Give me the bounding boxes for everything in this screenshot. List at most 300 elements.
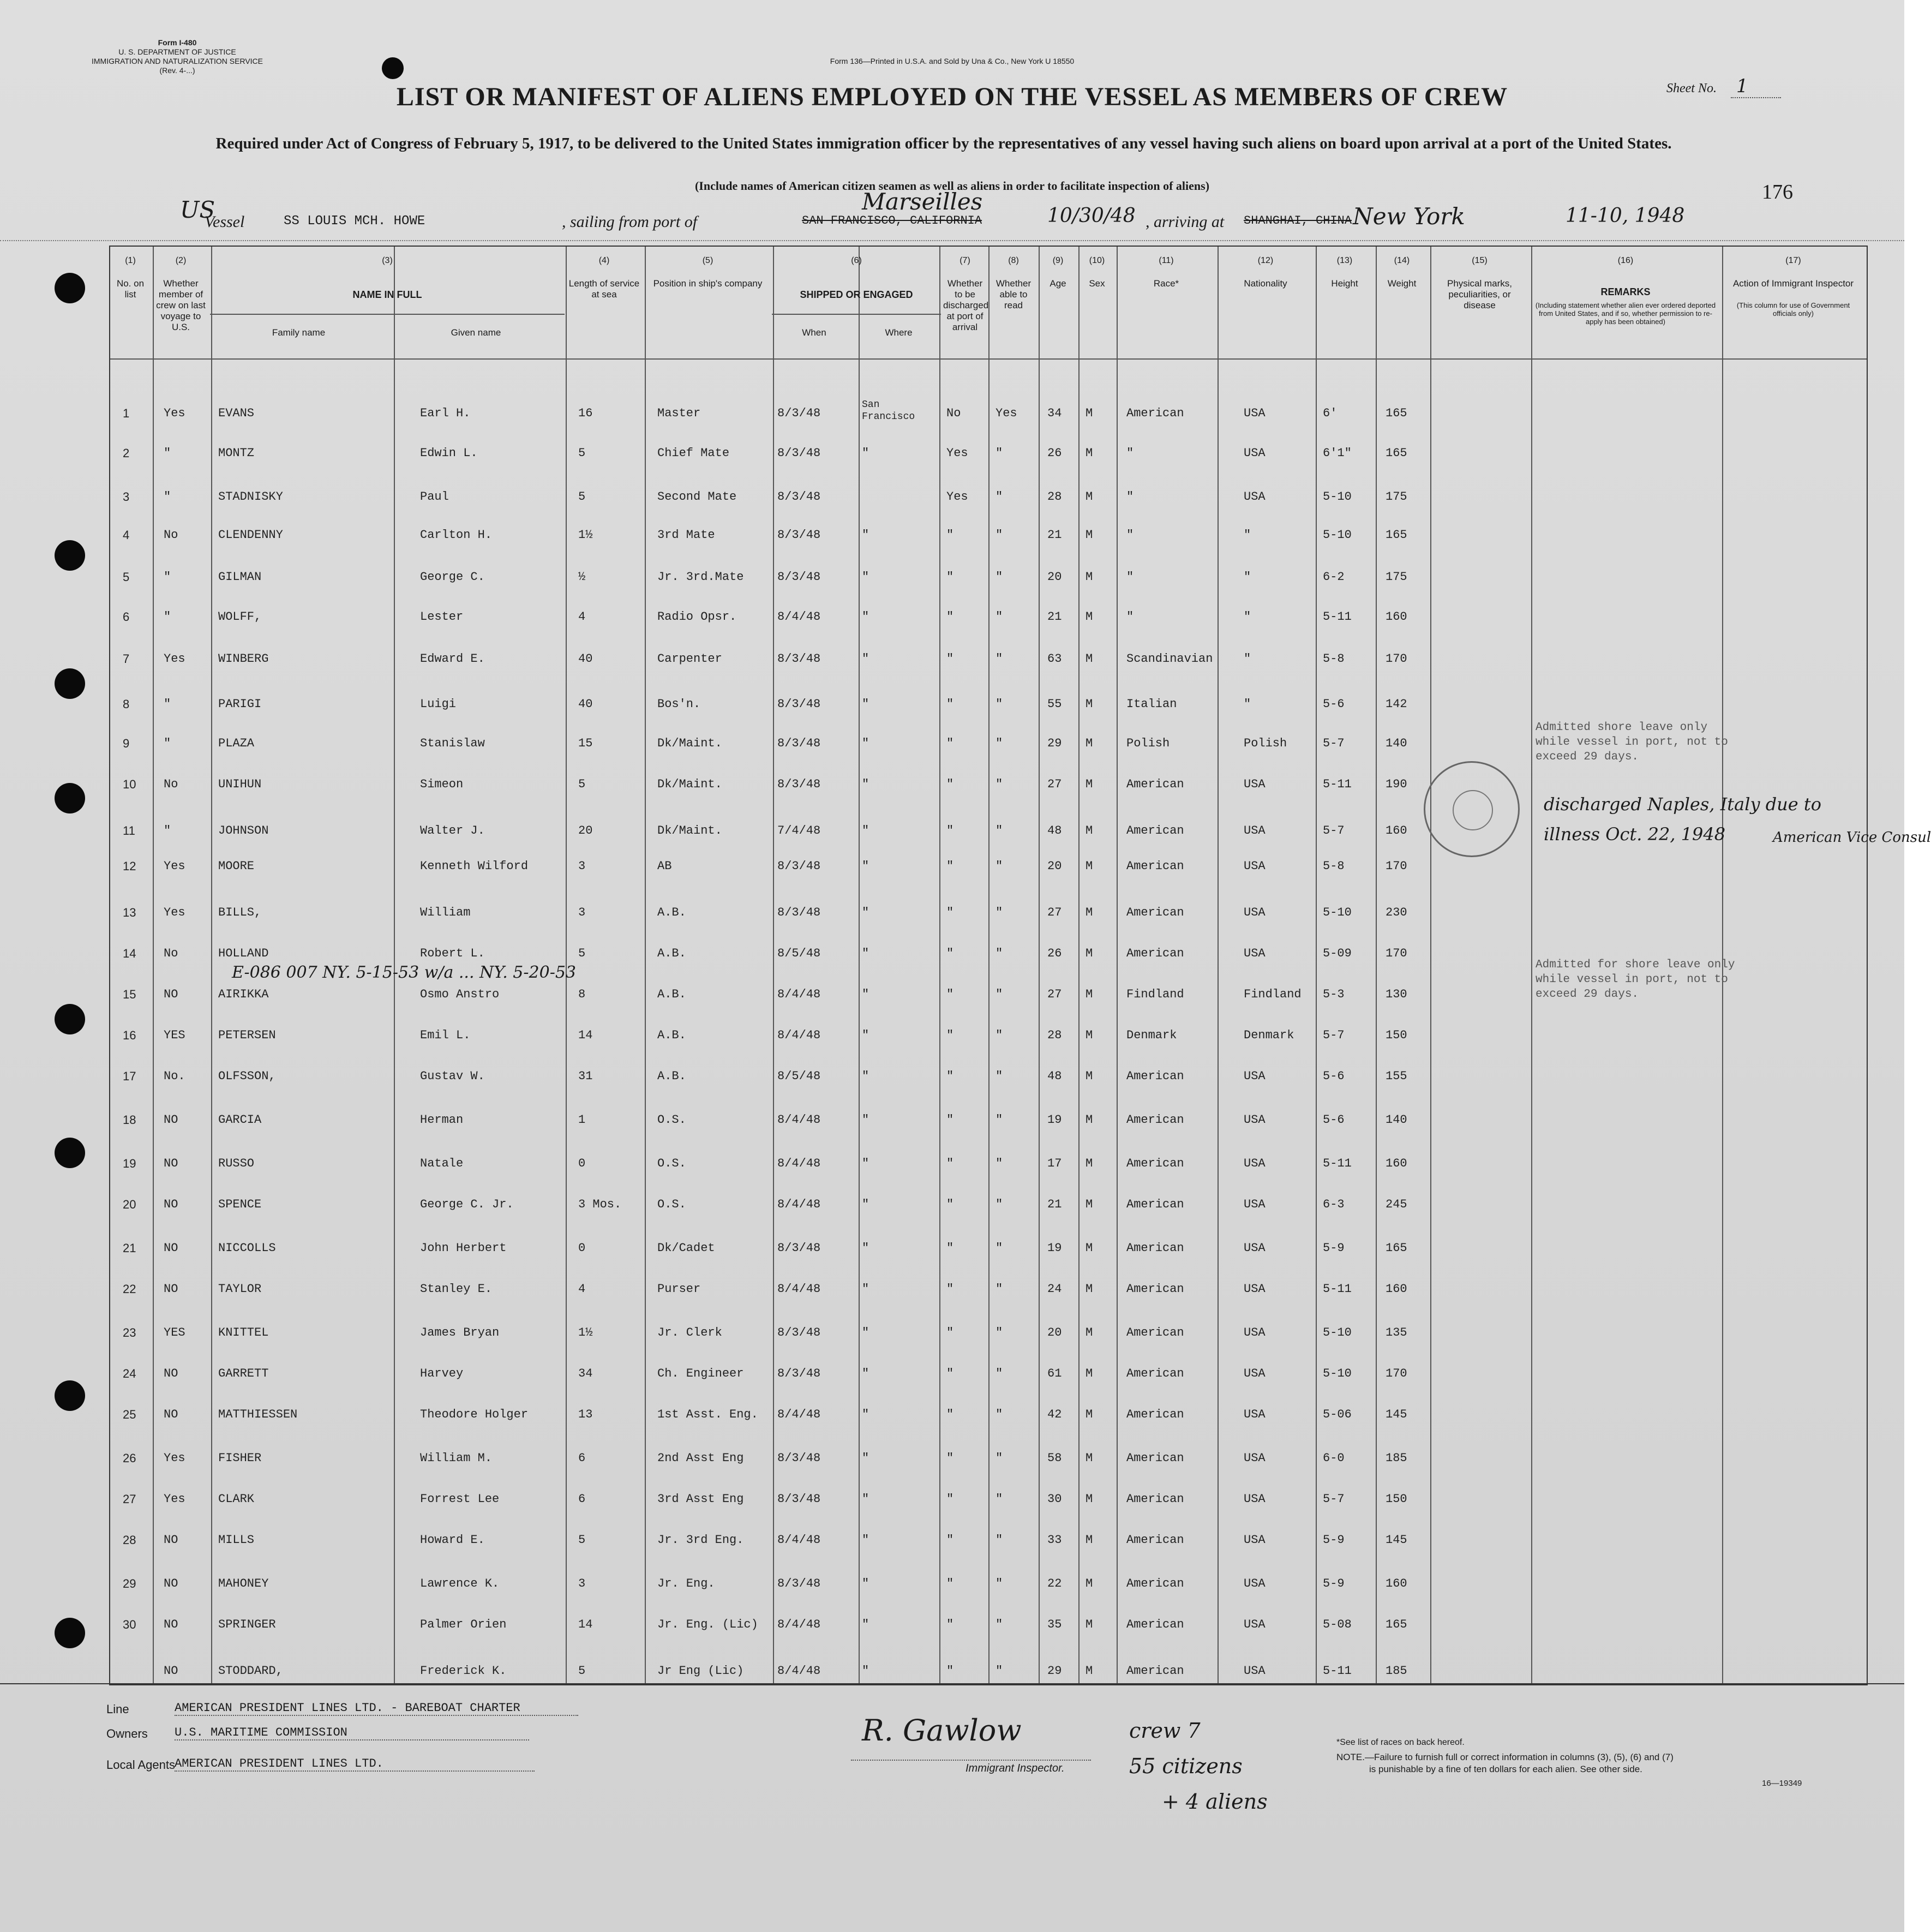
cell-read: " <box>996 1241 1003 1255</box>
cell-read: " <box>996 859 1003 873</box>
cell-race: American <box>1126 1198 1184 1211</box>
cell-race: American <box>1126 1577 1184 1590</box>
cell-given: Palmer Orien <box>420 1618 507 1631</box>
cell-no: 6 <box>123 610 130 624</box>
cell-given: Robert L. <box>420 947 485 960</box>
cell-member: " <box>164 697 171 711</box>
cell-age: 42 <box>1047 1408 1062 1421</box>
cell-family: AIRIKKA <box>218 988 269 1001</box>
column-header: REMARKS <box>1600 286 1651 297</box>
agents-label: Local Agents <box>106 1758 175 1772</box>
cell-discharge: Yes <box>946 490 968 504</box>
column-number: (7) <box>959 256 970 265</box>
cell-member: " <box>164 446 171 460</box>
column-header-note: (This column for use of Government officials only) <box>1736 301 1850 318</box>
handwritten-consul-signature: American Vice Consul <box>1773 829 1931 846</box>
cell-weight: 165 <box>1386 528 1407 542</box>
cell-service: 34 <box>578 1367 593 1380</box>
cell-position: Bos'n. <box>657 697 701 711</box>
cell-weight: 175 <box>1386 490 1407 504</box>
cell-sex: M <box>1086 1113 1093 1127</box>
cell-where: " <box>862 1367 869 1380</box>
cell-age: 20 <box>1047 570 1062 584</box>
cell-nationality: USA <box>1244 1069 1266 1083</box>
cell-member: No <box>164 947 178 960</box>
cell-no: 15 <box>123 988 136 1001</box>
cell-race: American <box>1126 1113 1184 1127</box>
cell-race: American <box>1126 1451 1184 1465</box>
cell-service: 5 <box>578 1533 586 1547</box>
cell-position: A.B. <box>657 947 686 960</box>
cell-height: 5-7 <box>1323 1028 1345 1042</box>
sailing-label: , sailing from port of <box>562 213 698 231</box>
cell-no: 11 <box>123 824 135 838</box>
column-number: (14) <box>1394 256 1410 265</box>
cell-discharge: " <box>946 1367 954 1380</box>
cell-read: " <box>996 1113 1003 1127</box>
cell-member: Yes <box>164 1492 185 1506</box>
cell-no: 13 <box>123 906 136 919</box>
cell-weight: 135 <box>1386 1326 1407 1339</box>
cell-sex: M <box>1086 610 1093 624</box>
cell-given: Emil L. <box>420 1028 471 1042</box>
cell-weight: 145 <box>1386 1533 1407 1547</box>
cell-member: " <box>164 570 171 584</box>
cell-nationality: USA <box>1244 490 1266 504</box>
shore-leave-remark-1: Admitted shore leave only while vessel in port, not to exceed 29 days. <box>1536 721 1728 763</box>
column-header-note: (Including statement whether alien ever ordered deported from United States, and if so, whether permission to re-apply has been obtained) <box>1535 301 1716 326</box>
cell-family: GARRETT <box>218 1367 269 1380</box>
revision: (Rev. 4-...) <box>159 66 195 75</box>
cell-member: Yes <box>164 1451 185 1465</box>
cell-race: American <box>1126 947 1184 960</box>
cell-service: 6 <box>578 1451 586 1465</box>
cell-height: 5-10 <box>1323 528 1352 542</box>
cell-sex: M <box>1086 1618 1093 1631</box>
cell-when: 8/3/48 <box>777 1492 821 1506</box>
cell-discharge: " <box>946 1326 954 1339</box>
cell-no: 30 <box>123 1618 136 1631</box>
cell-position: 2nd Asst Eng <box>657 1451 744 1465</box>
cell-member: Yes <box>164 652 185 666</box>
cell-race: " <box>1126 528 1134 542</box>
cell-member: NO <box>164 1198 178 1211</box>
cell-race: Findland <box>1126 988 1184 1001</box>
cell-when: 8/3/48 <box>777 652 821 666</box>
cell-sex: M <box>1086 652 1093 666</box>
cell-given: Lester <box>420 610 464 624</box>
cell-member: NO <box>164 988 178 1001</box>
cell-sex: M <box>1086 1367 1093 1380</box>
cell-given: James Bryan <box>420 1326 500 1339</box>
cell-read: " <box>996 490 1003 504</box>
cell-discharge: " <box>946 1451 954 1465</box>
cell-race: American <box>1126 1069 1184 1083</box>
cell-read: " <box>996 528 1003 542</box>
crew-count-note-2: 55 citizens <box>1129 1754 1243 1778</box>
cell-when: 8/4/48 <box>777 1408 821 1421</box>
cell-family: SPRINGER <box>218 1618 276 1631</box>
cell-service: 1 <box>578 1113 586 1127</box>
cell-where: " <box>862 1241 869 1255</box>
punch-hole <box>55 1004 85 1034</box>
cell-when: 8/4/48 <box>777 1664 821 1678</box>
cell-read: " <box>996 1069 1003 1083</box>
cell-position: 3rd Mate <box>657 528 715 542</box>
cell-when: 8/3/48 <box>777 1577 821 1590</box>
cell-where: " <box>862 1113 869 1127</box>
cell-sex: M <box>1086 446 1093 460</box>
cell-height: 5-11 <box>1323 1157 1352 1170</box>
cell-when: 8/4/48 <box>777 1028 821 1042</box>
cell-read: " <box>996 697 1003 711</box>
cell-member: " <box>164 610 171 624</box>
cell-weight: 170 <box>1386 1367 1407 1380</box>
cell-service: 5 <box>578 947 586 960</box>
cell-service: 5 <box>578 777 586 791</box>
column-number: (2) <box>175 256 187 265</box>
cell-where: " <box>862 1492 869 1506</box>
cell-when: 8/3/48 <box>777 697 821 711</box>
column-header: Nationality <box>1244 278 1287 289</box>
cell-when: 8/3/48 <box>777 737 821 750</box>
cell-member: " <box>164 737 171 750</box>
cell-sex: M <box>1086 570 1093 584</box>
cell-position: Ch. Engineer <box>657 1367 744 1380</box>
penalty-note: NOTE.—Failure to furnish full or correct information in columns (3), (5), (6) and (7) is punishable by a fine of ten dollars for each alien. See other side. <box>1336 1752 1674 1774</box>
cell-position: 1st Asst. Eng. <box>657 1408 758 1421</box>
cell-family: MAHONEY <box>218 1577 269 1590</box>
cell-given: Forrest Lee <box>420 1492 500 1506</box>
cell-family: GARCIA <box>218 1113 262 1127</box>
cell-position: A.B. <box>657 1069 686 1083</box>
cell-sex: M <box>1086 1451 1093 1465</box>
cell-family: HOLLAND <box>218 947 269 960</box>
cell-discharge: " <box>946 1198 954 1211</box>
cell-age: 22 <box>1047 1577 1062 1590</box>
cell-family: CLARK <box>218 1492 255 1506</box>
cell-where: " <box>862 1451 869 1465</box>
cell-weight: 190 <box>1386 777 1407 791</box>
cell-position: Chief Mate <box>657 446 730 460</box>
cell-height: 5-09 <box>1323 947 1352 960</box>
cell-when: 8/4/48 <box>777 1533 821 1547</box>
cell-age: 28 <box>1047 490 1062 504</box>
cell-sex: M <box>1086 1664 1093 1678</box>
cell-sex: M <box>1086 1533 1093 1547</box>
cell-height: 5-8 <box>1323 652 1345 666</box>
inspector-signature: R. Gawlow <box>862 1713 1022 1748</box>
cell-sex: M <box>1086 1198 1093 1211</box>
cell-service: 4 <box>578 1282 586 1296</box>
cell-sex: M <box>1086 406 1093 420</box>
cell-given: Osmo Anstro <box>420 988 500 1001</box>
cell-discharge: " <box>946 1618 954 1631</box>
cell-read: " <box>996 1326 1003 1339</box>
column-number: (5) <box>702 256 713 265</box>
cell-height: 5-08 <box>1323 1618 1352 1631</box>
cell-member: Yes <box>164 406 185 420</box>
cell-weight: 185 <box>1386 1451 1407 1465</box>
cell-family: MONTZ <box>218 446 255 460</box>
cell-nationality: " <box>1244 652 1251 666</box>
cell-race: American <box>1126 1282 1184 1296</box>
cell-weight: 130 <box>1386 988 1407 1001</box>
cell-age: 29 <box>1047 1664 1062 1678</box>
cell-nationality: USA <box>1244 1618 1266 1631</box>
cell-no: 19 <box>123 1157 136 1170</box>
cell-position: 3rd Asst Eng <box>657 1492 744 1506</box>
cell-given: Stanislaw <box>420 737 485 750</box>
cell-position: Jr Eng (Lic) <box>657 1664 744 1678</box>
shore-leave-remark-2: Admitted for shore leave only while vessel in port, not to exceed 29 days. <box>1536 959 1735 1001</box>
cell-race: American <box>1126 406 1184 420</box>
cell-discharge: " <box>946 824 954 838</box>
cell-given: Simeon <box>420 777 464 791</box>
cell-given: Theodore Holger <box>420 1408 529 1421</box>
vessel-line-rule <box>0 240 1904 241</box>
cell-race: " <box>1126 490 1134 504</box>
cell-member: " <box>164 824 171 838</box>
cell-height: 6' <box>1323 406 1338 420</box>
cell-no: 10 <box>123 777 136 791</box>
cell-where: " <box>862 1326 869 1339</box>
cell-given: Gustav W. <box>420 1069 485 1083</box>
arriving-label: , arriving at <box>1146 213 1225 231</box>
cell-where: " <box>862 777 869 791</box>
cell-read: " <box>996 1198 1003 1211</box>
cell-weight: 150 <box>1386 1492 1407 1506</box>
cell-given: Kenneth Wilford <box>420 859 529 873</box>
cell-given: John Herbert <box>420 1241 507 1255</box>
cell-family: TAYLOR <box>218 1282 262 1296</box>
cell-weight: 185 <box>1386 1664 1407 1678</box>
cell-sex: M <box>1086 1408 1093 1421</box>
cell-sex: M <box>1086 528 1093 542</box>
cell-age: 30 <box>1047 1492 1062 1506</box>
sheet-label: Sheet No. <box>1666 81 1717 95</box>
cell-service: 14 <box>578 1618 593 1631</box>
cell-weight: 170 <box>1386 859 1407 873</box>
cell-age: 58 <box>1047 1451 1062 1465</box>
cell-family: MATTHIESSEN <box>218 1408 298 1421</box>
cell-given: Herman <box>420 1113 464 1127</box>
column-number: (12) <box>1257 256 1274 265</box>
column-number: (16) <box>1617 256 1634 265</box>
cell-race: American <box>1126 1533 1184 1547</box>
cell-nationality: USA <box>1244 824 1266 838</box>
cell-discharge: " <box>946 1533 954 1547</box>
cell-age: 35 <box>1047 1618 1062 1631</box>
cell-member: NO <box>164 1533 178 1547</box>
cell-nationality: USA <box>1244 1241 1266 1255</box>
cell-weight: 160 <box>1386 1157 1407 1170</box>
column-number: (8) <box>1008 256 1019 265</box>
cell-family: STADNISKY <box>218 490 283 504</box>
cell-weight: 142 <box>1386 697 1407 711</box>
cell-read: " <box>996 1408 1003 1421</box>
cell-race: " <box>1126 446 1134 460</box>
punch-hole <box>55 1138 85 1168</box>
cell-no: 7 <box>123 652 130 666</box>
cell-family: WOLFF, <box>218 610 262 624</box>
cell-weight: 160 <box>1386 824 1407 838</box>
column-subheader: Where <box>885 327 913 338</box>
cell-age: 27 <box>1047 988 1062 1001</box>
cell-age: 55 <box>1047 697 1062 711</box>
cell-no: 28 <box>123 1533 136 1547</box>
cell-read: " <box>996 906 1003 919</box>
original-port: SAN FRANCISCO, CALIFORNIA <box>802 214 982 228</box>
cell-race: American <box>1126 1326 1184 1339</box>
cell-discharge: " <box>946 610 954 624</box>
cell-read: " <box>996 1577 1003 1590</box>
column-header: Position in ship's company <box>653 278 763 289</box>
cell-discharge: Yes <box>946 446 968 460</box>
cell-age: 29 <box>1047 737 1062 750</box>
cell-read: " <box>996 1618 1003 1631</box>
cell-weight: 160 <box>1386 1282 1407 1296</box>
cell-age: 61 <box>1047 1367 1062 1380</box>
cell-service: 5 <box>578 1664 586 1678</box>
cell-family: OLFSSON, <box>218 1069 276 1083</box>
cell-service: 3 <box>578 1577 586 1590</box>
vessel-name: SS LOUIS MCH. HOWE <box>284 214 425 229</box>
cell-family: SPENCE <box>218 1198 262 1211</box>
cell-where: " <box>862 528 869 542</box>
cell-where: " <box>862 1618 869 1631</box>
cell-when: 8/4/48 <box>777 1113 821 1127</box>
cell-weight: 140 <box>1386 737 1407 750</box>
cell-when: 7/4/48 <box>777 824 821 838</box>
cell-read: " <box>996 1028 1003 1042</box>
cell-when: 8/3/48 <box>777 570 821 584</box>
cell-given: Frederick K. <box>420 1664 507 1678</box>
cell-when: 8/4/48 <box>777 1157 821 1170</box>
cell-where: " <box>862 1577 869 1590</box>
original-arrival-port: SHANGHAI, CHINA <box>1244 214 1352 228</box>
handwritten-reentry-note: E-086 007 NY. 5-15-53 w/a ... NY. 5-20-53 <box>232 963 577 982</box>
cell-position: Dk/Maint. <box>657 777 722 791</box>
cell-when: 8/3/48 <box>777 859 821 873</box>
required-notice: Required under Act of Congress of February 5, 1917, to be delivered to the United States immigration officer by the representatives of any vessel having such aliens on board upon arrival at a port of the United States. <box>215 135 1672 152</box>
cell-discharge: " <box>946 1408 954 1421</box>
cell-where: " <box>862 697 869 711</box>
cell-race: American <box>1126 824 1184 838</box>
cell-nationality: Polish <box>1244 737 1287 750</box>
cell-discharge: " <box>946 906 954 919</box>
column-subheader: When <box>802 327 826 338</box>
cell-given: Stanley E. <box>420 1282 493 1296</box>
column-number: (13) <box>1336 256 1353 265</box>
cell-position: Jr. Eng. <box>657 1577 715 1590</box>
agents-value: AMERICAN PRESIDENT LINES LTD. <box>175 1757 535 1772</box>
cell-given: Edward E. <box>420 652 485 666</box>
cell-weight: 230 <box>1386 906 1407 919</box>
column-header: Race* <box>1153 278 1179 289</box>
cell-no: 18 <box>123 1113 136 1127</box>
cell-family: WINBERG <box>218 652 269 666</box>
cell-no: 5 <box>123 570 130 584</box>
cell-discharge: " <box>946 1664 954 1678</box>
cell-discharge: " <box>946 570 954 584</box>
cell-family: PETERSEN <box>218 1028 276 1042</box>
cell-weight: 145 <box>1386 1408 1407 1421</box>
cell-when: 8/4/48 <box>777 1282 821 1296</box>
cell-where: " <box>862 446 869 460</box>
cell-age: 20 <box>1047 1326 1062 1339</box>
cell-where: " <box>862 906 869 919</box>
cell-service: 6 <box>578 1492 586 1506</box>
cell-member: " <box>164 490 171 504</box>
cell-no: 14 <box>123 947 136 960</box>
cell-family: BILLS, <box>218 906 262 919</box>
cell-age: 27 <box>1047 777 1062 791</box>
cell-height: 5-11 <box>1323 777 1352 791</box>
cell-discharge: " <box>946 528 954 542</box>
cell-position: Jr. 3rd Eng. <box>657 1533 744 1547</box>
handwritten-discharge-note-1: discharged Naples, Italy due to <box>1544 794 1822 815</box>
cell-age: 19 <box>1047 1113 1062 1127</box>
column-number: (9) <box>1052 256 1064 265</box>
cell-no: 29 <box>123 1577 136 1590</box>
cell-when: 8/4/48 <box>777 988 821 1001</box>
cell-family: CLENDENNY <box>218 528 283 542</box>
column-number: (4) <box>598 256 610 265</box>
cell-weight: 160 <box>1386 1577 1407 1590</box>
cell-nationality: " <box>1244 610 1251 624</box>
cell-discharge: " <box>946 737 954 750</box>
cell-position: Radio Opsr. <box>657 610 737 624</box>
cell-service: 1½ <box>578 1326 593 1339</box>
cell-member: NO <box>164 1577 178 1590</box>
cell-sex: M <box>1086 859 1093 873</box>
cell-no: 24 <box>123 1367 136 1380</box>
form-number: Form I-480 <box>158 38 197 47</box>
cell-read: " <box>996 737 1003 750</box>
cell-nationality: " <box>1244 697 1251 711</box>
cell-given: Paul <box>420 490 449 504</box>
cell-service: 40 <box>578 697 593 711</box>
cell-nationality: " <box>1244 570 1251 584</box>
cell-height: 5-9 <box>1323 1577 1345 1590</box>
cell-race: American <box>1126 1241 1184 1255</box>
printer-note: Form 136—Printed in U.S.A. and Sold by Una & Co., New York U 18550 <box>830 57 1075 65</box>
column-header: Whether member of crew on last voyage to U.S. <box>156 278 206 332</box>
cell-read: " <box>996 652 1003 666</box>
cell-read: " <box>996 1451 1003 1465</box>
cell-age: 63 <box>1047 652 1062 666</box>
cell-where: " <box>862 1664 869 1678</box>
column-header: Height <box>1331 278 1358 289</box>
cell-when: 8/4/48 <box>777 1198 821 1211</box>
cell-race: Scandinavian <box>1126 652 1213 666</box>
cell-given: Earl H. <box>420 406 471 420</box>
column-header: Sex <box>1089 278 1105 289</box>
cell-age: 21 <box>1047 610 1062 624</box>
cell-sex: M <box>1086 1326 1093 1339</box>
cell-no: 9 <box>123 737 130 750</box>
cell-nationality: USA <box>1244 1533 1266 1547</box>
cell-position: Dk/Maint. <box>657 824 722 838</box>
cell-race: " <box>1126 570 1134 584</box>
cell-age: 21 <box>1047 528 1062 542</box>
document-title: LIST OR MANIFEST OF ALIENS EMPLOYED ON THE VESSEL AS MEMBERS OF CREW <box>396 82 1508 111</box>
cell-given: Walter J. <box>420 824 485 838</box>
cell-race: American <box>1126 906 1184 919</box>
cell-service: 3 <box>578 859 586 873</box>
cell-no: 17 <box>123 1069 136 1083</box>
